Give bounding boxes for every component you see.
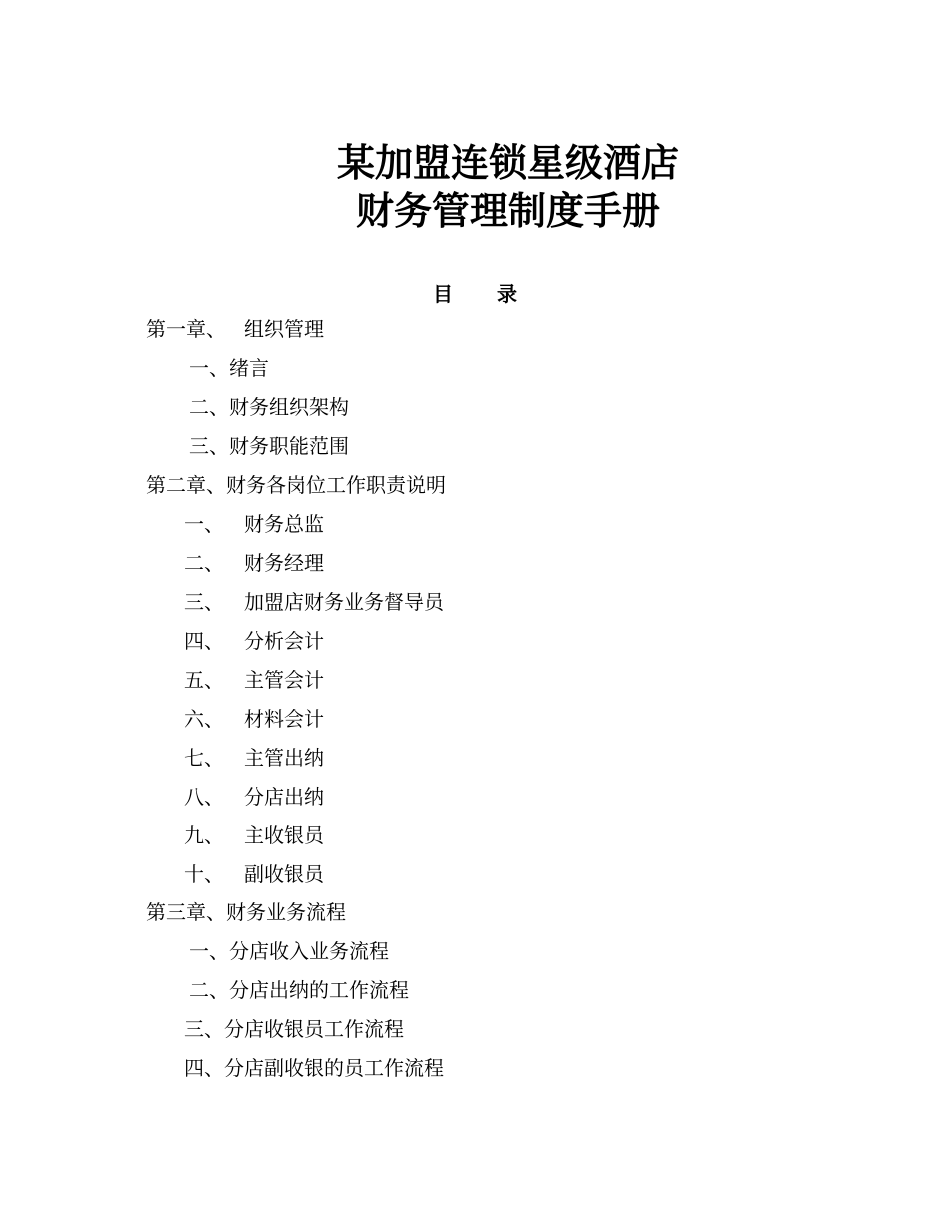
toc-chapter-3: 第三章、财务业务流程 (146, 900, 346, 924)
toc-item: 二、分店出纳的工作流程 (189, 978, 409, 1002)
toc-item (184, 668, 324, 692)
toc-heading-left: 目 (433, 282, 453, 306)
toc-item (184, 823, 324, 847)
toc-item-label: 副收银员 (244, 862, 324, 886)
toc-item-label: 主管会计 (244, 668, 324, 692)
toc-chapter-1 (146, 317, 324, 341)
toc-item-label: 加盟店财务业务督导员 (244, 590, 444, 614)
toc-item-number: 三、 (184, 590, 224, 614)
toc-item-label: 分析会计 (244, 629, 324, 653)
toc-item: 一、分店收入业务流程 (189, 939, 389, 963)
toc-item (184, 551, 324, 575)
toc-item-number: 六、 (184, 707, 224, 731)
toc-item-number: 九、 (184, 823, 224, 847)
chapter-number: 第一章、 (146, 317, 226, 341)
toc-item-number: 八、 (184, 785, 224, 809)
toc-item-label: 财务总监 (244, 512, 324, 536)
toc-item-number: 五、 (184, 668, 224, 692)
toc-heading (0, 278, 950, 307)
document-title-line2: 财务管理制度手册 (355, 188, 660, 233)
toc-item (184, 512, 324, 536)
toc-item-label: 财务经理 (244, 551, 324, 575)
toc-item (184, 629, 324, 653)
toc-item-label: 主管出纳 (244, 746, 324, 770)
toc-item-number: 十、 (184, 862, 224, 886)
toc-item-label: 材料会计 (244, 707, 324, 731)
toc-item-number: 二、 (184, 551, 224, 575)
toc-item-number: 四、 (184, 629, 224, 653)
toc-item: 三、分店收银员工作流程 (184, 1017, 404, 1041)
toc-item (184, 707, 324, 731)
toc-heading-right: 录 (497, 282, 517, 306)
chapter-title: 组织管理 (244, 317, 324, 341)
toc-item (184, 590, 444, 614)
toc-item-label: 主收银员 (244, 823, 324, 847)
document-title-line1: 某加盟连锁星级酒店 (336, 140, 679, 185)
toc-item-number: 一、 (184, 512, 224, 536)
toc-item (184, 862, 324, 886)
toc-item (184, 785, 324, 809)
toc-item: 二、财务组织架构 (189, 395, 349, 419)
toc-chapter-2: 第二章、财务各岗位工作职责说明 (146, 473, 446, 497)
toc-item: 三、财务职能范围 (189, 434, 349, 458)
toc-item-label: 分店出纳 (244, 785, 324, 809)
toc-item-number: 七、 (184, 746, 224, 770)
toc-item: 四、分店副收银的员工作流程 (184, 1056, 444, 1080)
toc-item: 一、绪言 (189, 356, 269, 380)
toc-item (184, 746, 324, 770)
